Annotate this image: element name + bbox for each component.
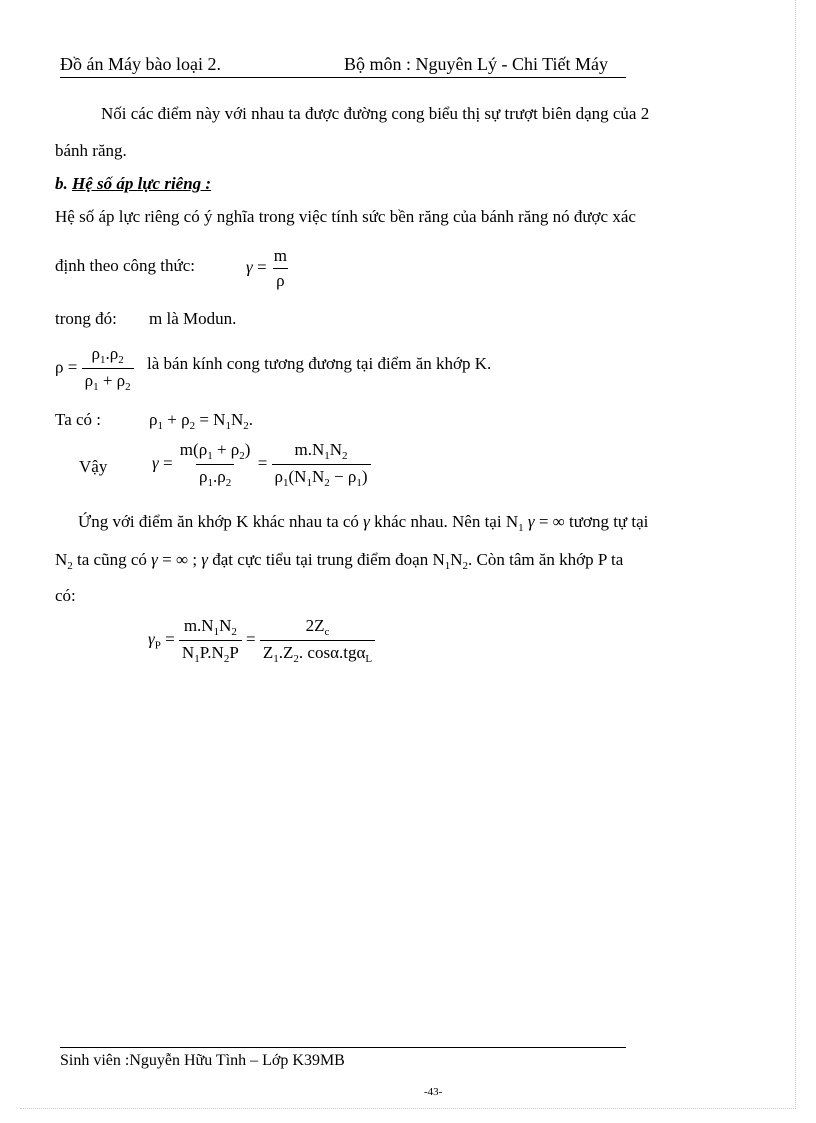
para3-line1: Ứng với điểm ăn khớp K khác nhau ta có γ khác nhau. Nên tại $N_1$ γ = ∞ tương tự tại bbox=[78, 512, 649, 534]
para2-line2: định theo công thức: bbox=[55, 256, 195, 275]
vay-label: Vậy bbox=[79, 457, 108, 476]
rho-description: là bán kính cong tương đương tại điểm ăn khớp K. bbox=[147, 354, 492, 373]
fraction-p1: $\frac{m.N_1N_2}{N_1P.N_2P}$ bbox=[179, 616, 242, 665]
fraction-1: $\frac{m(\rho_1 + \rho_2)}{\rho_1.\rho_2}$ bbox=[179, 440, 251, 489]
footer-student: Sinh viên :Nguyễn Hữu Tình – Lớp K39MB bbox=[60, 1052, 345, 1069]
equals-sign: = bbox=[256, 257, 267, 277]
header-rule bbox=[60, 77, 626, 78]
taco-label: Ta có : bbox=[55, 410, 102, 429]
formula-sum: $\rho_1 + \rho_2 = N_1N_2$. bbox=[149, 410, 253, 432]
para3-line3: có: bbox=[55, 586, 76, 605]
fraction-p2: $\frac{2Z_c}{Z_1.Z_2. \cos\alpha.tg\alpha_L}$ bbox=[260, 616, 375, 665]
formula-gamma-expanded: γ = $\frac{m(\rho_1 + \rho_2)}{\rho_1.\rho_2}$ = $\frac{m.N_1N_2}{\rho_1(N_1N_2 - \rho_1)}$ bbox=[152, 440, 371, 489]
fraction-m-over-rho bbox=[271, 246, 290, 291]
denominator-rho: ρ bbox=[273, 268, 287, 291]
formula-gamma bbox=[246, 246, 290, 291]
para1-line2: bánh răng. bbox=[55, 141, 127, 160]
numerator-rho-product: $\rho_1.\rho_2$ bbox=[91, 344, 124, 366]
gamma-symbol: γ bbox=[246, 257, 253, 277]
footer-rule bbox=[60, 1047, 626, 1048]
section-heading bbox=[55, 174, 211, 194]
fraction-rho-equivalent bbox=[82, 344, 134, 393]
formula-rho bbox=[55, 344, 134, 393]
header-left: Đồ án Máy bào loại 2. bbox=[60, 54, 221, 74]
para1-line1: Nối các điểm này với nhau ta được đường cong biểu thị sự trượt biên dạng của 2 bbox=[101, 104, 650, 123]
para2-line1: Hệ số áp lực riêng có ý nghĩa trong việc tính sức bền răng của bánh răng nó được xác bbox=[55, 207, 636, 226]
denominator-rho-sum: $\rho_1 + \rho_2$ bbox=[82, 368, 134, 393]
section-title: Hệ số áp lực riêng : bbox=[72, 174, 212, 193]
section-label: b. bbox=[55, 174, 68, 193]
equals-sign: = bbox=[67, 357, 78, 377]
page-number: -43- bbox=[424, 1086, 443, 1098]
where-label: trong đó: bbox=[55, 309, 117, 328]
header-right: Bộ môn : Nguyên Lý - Chi Tiết Máy bbox=[344, 54, 609, 74]
para3-line2: $N_2$ ta cũng có γ = ∞ ; γ đạt cực tiểu tại trung điểm đoạn $N_1N_2$. Còn tâm ăn khớp P ta bbox=[55, 550, 624, 572]
where-text: m là Modun. bbox=[149, 309, 237, 328]
fraction-2: $\frac{m.N_1N_2}{\rho_1(N_1N_2 - \rho_1)}$ bbox=[272, 440, 371, 489]
rho-symbol: ρ bbox=[55, 357, 64, 377]
numerator-m: m bbox=[273, 246, 288, 265]
formula-gamma-p: $\gamma_P$ = $\frac{m.N_1N_2}{N_1P.N_2P}$ = $\frac{2Z_c}{Z_1.Z_2. \cos\alpha.tg\alpha_L}$ bbox=[148, 616, 375, 665]
